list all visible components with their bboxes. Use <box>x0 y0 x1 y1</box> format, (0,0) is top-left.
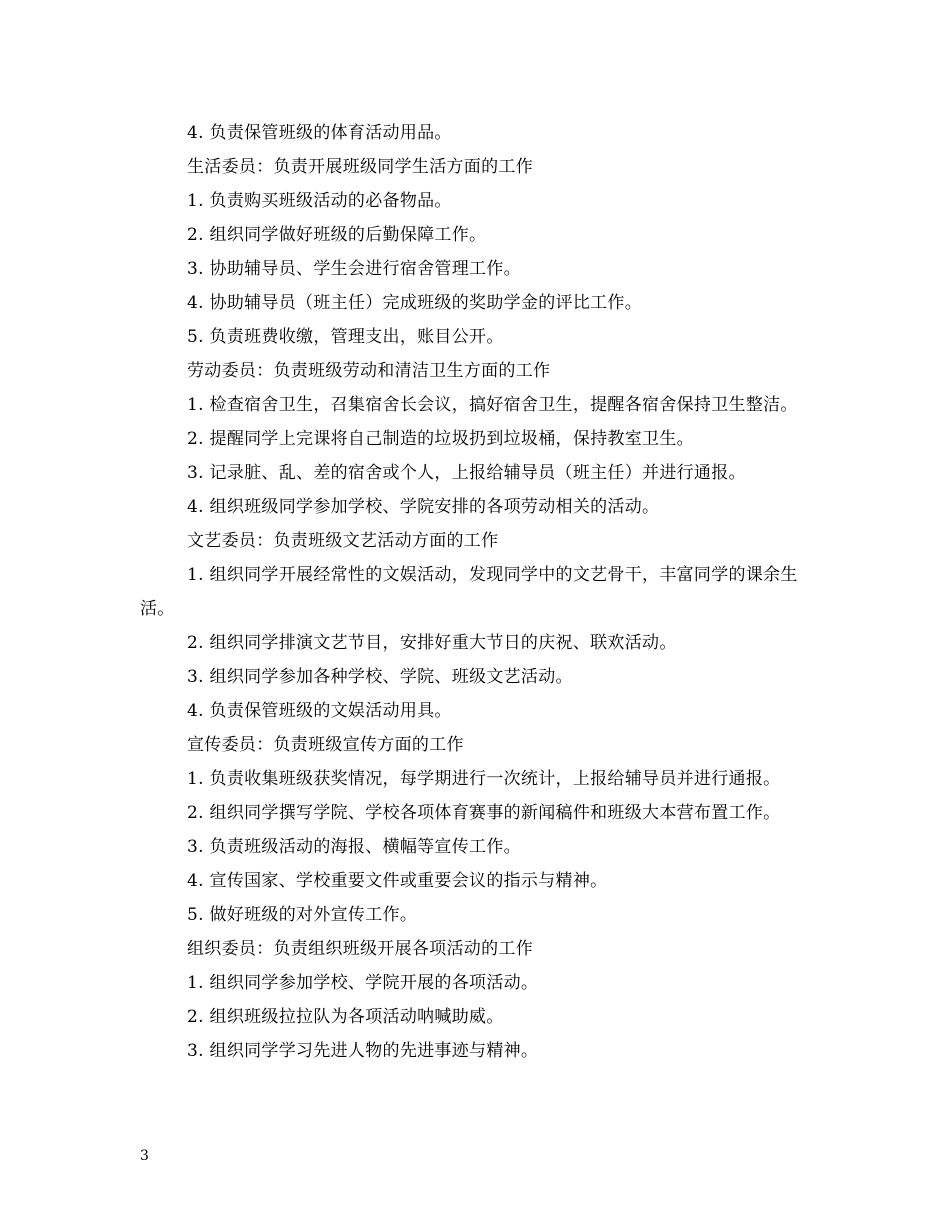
paragraph-line: 3. 负责班级活动的海报、横幅等宣传工作。 <box>187 837 521 857</box>
paragraph-line: 5. 负责班费收缴，管理支出，账目公开。 <box>187 327 504 347</box>
paragraph-line: 3. 组织同学学习先进人物的先进事迹与精神。 <box>187 1041 539 1061</box>
paragraph-line: 4. 宣传国家、学校重要文件或重要会议的指示与精神。 <box>187 871 608 891</box>
section-heading-organization-committee: 组织委员：负责组织班级开展各项活动的工作 <box>187 939 533 959</box>
paragraph-wrapped: 1. 检查宿舍卫生，召集宿舍长会议，搞好宿舍卫生，提醒各宿舍保持卫生整洁。 <box>187 395 798 415</box>
section-heading-arts-committee: 文艺委员：负责班级文艺活动方面的工作 <box>187 531 499 551</box>
paragraph-line: 1. 负责收集班级获奖情况，每学期进行一次统计，上报给辅导员并进行通报。 <box>187 769 781 789</box>
document-body <box>140 116 830 1068</box>
paragraph-line: 1. 组织同学参加学校、学院开展的各项活动。 <box>187 973 539 993</box>
paragraph-line: 4. 负责保管班级的体育活动用品。 <box>187 123 452 143</box>
section-heading-labor-committee: 劳动委员：负责班级劳动和清洁卫生方面的工作 <box>187 361 551 381</box>
paragraph-line: 3. 记录脏、乱、差的宿舍或个人，上报给辅导员（班主任）并进行通报。 <box>187 463 746 483</box>
paragraph-line: 4. 负责保管班级的文娱活动用具。 <box>187 701 452 721</box>
paragraph-wrapped: 1. 组织同学开展经常性的文娱活动，发现同学中的文艺骨干，丰富同学的课余生活。 <box>140 565 798 619</box>
section-heading-life-committee: 生活委员：负责开展班级同学生活方面的工作 <box>187 157 533 177</box>
paragraph-line: 2. 组织同学做好班级的后勤保障工作。 <box>187 225 487 245</box>
section-heading-publicity-committee: 宣传委员：负责班级宣传方面的工作 <box>187 735 464 755</box>
paragraph-line: 2. 组织班级拉拉队为各项活动呐喊助威。 <box>187 1007 504 1027</box>
paragraph-line: 2. 组织同学撰写学院、学校各项体育赛事的新闻稿件和班级大本营布置工作。 <box>187 803 781 823</box>
paragraph-line: 3. 协助辅导员、学生会进行宿舍管理工作。 <box>187 259 521 279</box>
paragraph-line: 1. 负责购买班级活动的必备物品。 <box>187 191 452 211</box>
paragraph-line: 5. 做好班级的对外宣传工作。 <box>187 905 418 925</box>
paragraph-line: 3. 组织同学参加各种学校、学院、班级文艺活动。 <box>187 667 573 687</box>
paragraph-line: 4. 协助辅导员（班主任）完成班级的奖助学金的评比工作。 <box>187 293 643 313</box>
paragraph-line: 4. 组织班级同学参加学校、学院安排的各项劳动相关的活动。 <box>187 497 660 517</box>
paragraph-line: 2. 提醒同学上完课将自己制造的垃圾扔到垃圾桶，保持教室卫生。 <box>187 429 694 449</box>
paragraph-line: 2. 组织同学排演文艺节目，安排好重大节日的庆祝、联欢活动。 <box>187 633 677 653</box>
page-number: 3 <box>140 1148 149 1164</box>
